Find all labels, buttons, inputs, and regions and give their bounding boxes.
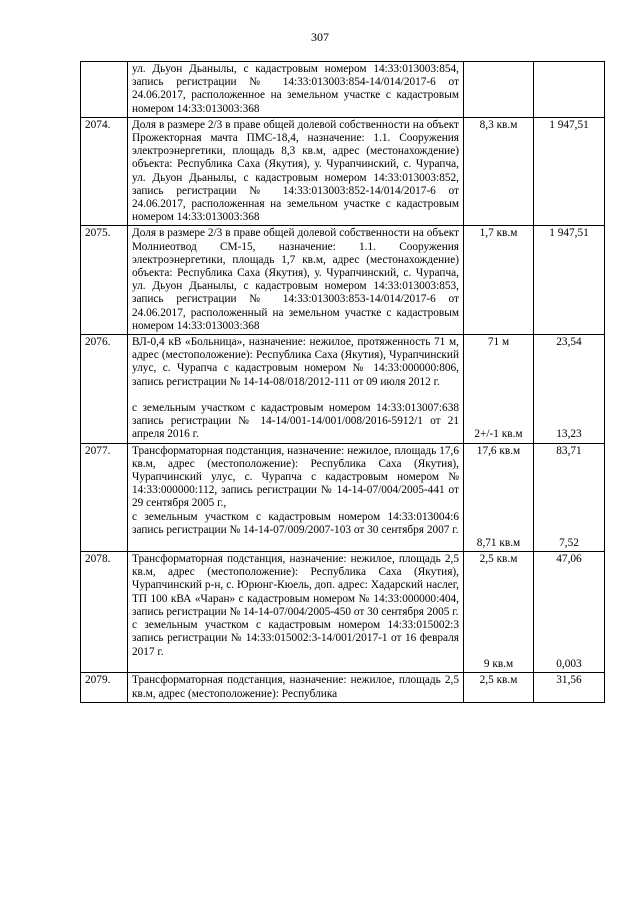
cost-cell [534,62,605,118]
area-cell [464,335,534,444]
description-text: Трансформаторная подстанция, назначение: нежилое, площадь 2,5 кв.м, адрес (местоположение): Республика Саха (Якутия), Чурапчинский р-н, с. Юрюнг-Кюель, доп. адрес: Хадарский наслег, ТП 100 кВА «Чаран» с кадастровым номером № 14:33:000000:404, запись регистрации № 14-14-07/004/2005-450 от 30 сентября 2005 г. [132,553,459,618]
land-area-value: 2+/-1 кв.м [474,428,523,441]
land-area-value: 8,71 кв.м [476,536,521,549]
description-text: ВЛ-0,4 кВ «Больница», назначение: нежилое, протяженность 71 м, адрес (местоположение): Республика Саха (Якутия), Чурапчинский улус, с. Чурапча с кадастровым номером № 14:33:000000:806, запись регистрации № 14-14-08/018/2012-111 от 09 июля 2012 г. [132,336,459,388]
area-cell [464,226,534,335]
cost-cell [534,335,605,444]
property-description [128,335,464,444]
row-number: 2079. [81,673,128,702]
cost-value: 1 947,51 [549,118,589,131]
table-row [81,117,605,226]
description-text: Доля в размере 2/3 в праве общей долевой собственности на объект Молниеотвод СМ-15, назначение: 1.1. Сооружения электроэнергетики, площадь 1,7 кв.м, адрес (местонахождение) объекта: Республика Саха (Якутия), у. Чурапчинский, с. Чурапча, ул. Дьуон Дьанылы, с кадастровым номером 14:33:013003:853, запись регистрации № 14:33:013003:853-14/014/2017-6 от 24.06.2017, расположенный на земельном участке с кадастровым номером 14:33:013003:368 [132,227,459,332]
area-value: 2,5 кв.м [479,674,518,687]
land-cost-value: 7,52 [559,536,579,549]
row-number: 2077. [81,443,128,551]
row-number: 2076. [81,335,128,444]
area-value: 1,7 кв.м [479,227,518,240]
cost-value: 31,56 [556,674,582,687]
area-cell [464,552,534,673]
table-row [81,226,605,335]
spacer [468,566,529,658]
cost-cell [534,443,605,551]
area-value: 17,6 кв.м [476,444,521,457]
land-cost-value: 0,003 [556,658,582,671]
cost-cell [534,552,605,673]
property-description [128,62,464,118]
land-cost-value: 13,23 [556,428,582,441]
land-area-value: 9 кв.м [483,658,514,671]
page-number: 307 [311,30,329,44]
description-text: Трансформаторная подстанция, назначение: нежилое, площадь 17,6 кв.м, адрес (местоположение): Республика Саха (Якутия), Чурапчинский улус, с. Чурапча с кадастровым номером № 14:33:000000:112, запись регистрации № 14-14-07/004/2005-441 от 29 сентября 2005 г., [132,444,459,510]
property-description [128,117,464,226]
area-value [468,63,529,76]
area-cell [464,62,534,118]
area-value: 71 м [487,336,510,349]
table-row [81,443,605,551]
cost-cell [534,226,605,335]
cost-value [538,63,600,76]
cost-value: 1 947,51 [549,227,589,240]
property-description [128,226,464,335]
row-number [81,62,128,118]
area-value: 2,5 кв.м [479,553,518,566]
cost-cell [534,117,605,226]
spacer [468,458,529,537]
spacer [538,349,600,428]
property-description [128,673,464,702]
table-row [81,673,605,702]
spacer [468,349,529,428]
property-description [128,552,464,673]
description-text: Доля в размере 2/3 в праве общей долевой собственности на объект Прожекторная мачта ПМС-18,4, назначение: 1.1. Сооружения электроэнергетики, площадь 8,3 кв.м, адрес (местонахождение) объекта: Республика Саха (Якутия), у. Чурапчинский, с. Чурапча, ул. Дьуон Дьанылы, с кадастровым номером 14:33:013003:852, запись регистрации № 14:33:013003:852-14/014/2017-6 от 24.06.2017, расположенная на земельном участке с кадастровым номером 14:33:013003:368 [132,118,459,224]
spacer [538,458,600,537]
property-description [128,443,464,551]
row-number: 2075. [81,226,128,335]
table-row [81,335,605,444]
land-plot-text: с земельным участком с кадастровым номером 14:33:013007:638 запись регистрации № 14-14/001-14/001/008/2016-5912/1 от 21 апреля 2016 г. [132,402,459,441]
area-cell [464,673,534,702]
property-registry-table [80,61,605,703]
area-cell [464,443,534,551]
description-text: Трансформаторная подстанция, назначение: нежилое, площадь 2,5 кв.м, адрес (местоположение): Республика [132,674,459,700]
cost-value: 23,54 [556,336,582,349]
description-text: ул. Дьуон Дьанылы, с кадастровым номером 14:33:013003:854, запись регистрации № 14:33:013003:854-14/014/2017-6 от 24.06.2017, расположенное на земельном участке с кадастровым номером 14:33:013003:368 [132,63,459,115]
cost-cell [534,673,605,702]
land-plot-text: с земельным участком с кадастровым номером 14:33:013004:6 запись регистрации № 14-14-07/009/2007-103 от 30 сентября 2007 г. [132,510,459,536]
area-cell [464,117,534,226]
row-number: 2078. [81,552,128,673]
row-number: 2074. [81,117,128,226]
spacer [538,566,600,658]
area-value: 8,3 кв.м [479,118,518,131]
cost-value: 47,06 [556,553,582,566]
table-row [81,552,605,673]
land-plot-text: с земельным участком с кадастровым номером 14:33:015002:3 запись регистрации № 14:33:015002:3-14/001/2017-1 от 16 февраля 2017 г. [132,619,459,658]
cost-value: 83,71 [556,444,582,457]
table-row [81,62,605,118]
